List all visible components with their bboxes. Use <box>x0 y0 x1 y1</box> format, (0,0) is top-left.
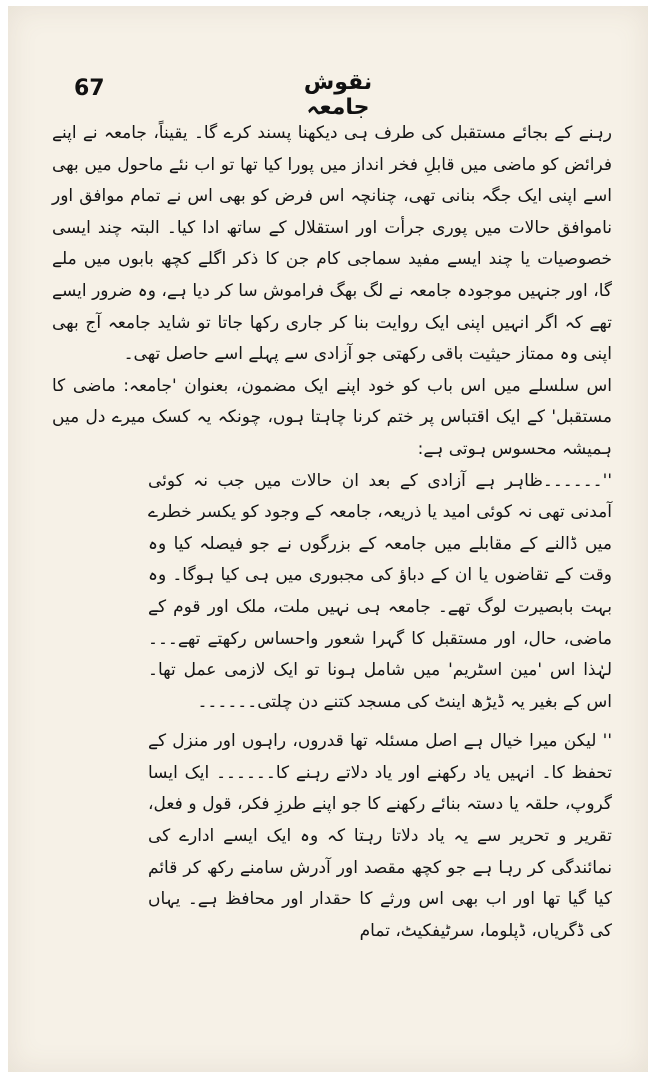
book-page <box>8 6 648 1072</box>
running-title: نقوش جامعہ <box>303 70 373 120</box>
block-quote: '' لیکن میرا خیال ہے اصل مسئلہ تھا قدروں، راہوں اور منزل کے تحفظ کا۔ انہیں یاد رکھنے اور یاد دلاتے رہنے کا۔۔۔۔۔۔ ایک ایسا گروپ، حلقہ یا دستہ بنائے رکھنے کا جو اپنے طرزِ فکر، قول و فعل، تقریر و تحریر سے یہ یاد دلاتا رہتا کہ وہ ایک ایسے ادارے کی نمائندگی کر رہا ہے جو کچھ مقصد اور آدرش سامنے رکھ کر قائم کیا گیا تھا اور اب بھی اس ورثے کا حقدار اور محافظ ہے۔ یہاں کی ڈگریاں، ڈپلوما، سرٹیفکیٹ، تمام <box>148 731 612 941</box>
body-text <box>52 118 612 947</box>
paragraph: رہنے کے بجائے مستقبل کی طرف ہی دیکھنا پسند کرے گا۔ یقیناً، جامعہ نے اپنے فرائض کو ماضی میں قابلِ فخر انداز میں پورا کیا تھا تو اب نئے ماحول میں بھی اسے اپنی ایک جگہ بنانی تھی، چنانچہ اس فرض کو بھی اس نے تمام موافق اور ناموافق حالات میں پوری جرأت اور استقلال کے ساتھ ادا کیا۔ البتہ چند ایسی خصوصیات یا چند ایسے مفید سماجی کام جن کا ذکر اگلے کچھ بابوں میں ملے گا، اور جنہیں موجودہ جامعہ نے لگ بھگ فراموش سا کر دیا ہے، وہ ضرور ایسے تھے کہ اگر انہیں اپنی ایک روایت بنا کر جاری رکھا جاتا تو شاید جامعہ آج بھی اپنی وہ ممتاز حیثیت باقی رکھتی جو آزادی سے پہلے اسے حاصل تھی۔ <box>52 123 612 365</box>
page-number: 67 <box>74 76 105 101</box>
block-quote: ''۔۔۔۔۔۔ظاہر ہے آزادی کے بعد ان حالات میں جب نہ کوئی آمدنی تھی نہ کوئی امید یا ذریعہ، جامعہ کے وجود کو یکسر خطرے میں ڈالنے کے مقابلے میں جامعہ کے بزرگوں نے جو فیصلہ کیا وہ وقت کے تقاضوں یا ان کے دباؤ کی مجبوری میں ہی کیا ہوگا۔ وہ بہت بابصیرت لوگ تھے۔ جامعہ ہی نہیں ملت، ملک اور قوم کے ماضی، حال، اور مستقبل کا گہرا شعور واحساس رکھتے تھے۔۔۔ لہٰذا اس 'مین اسٹریم' میں شامل ہونا تو ایک لازمی عمل تھا۔ اس کے بغیر یہ ڈیڑھ اینٹ کی مسجد کتنے دن چلتی۔۔۔۔۔۔ <box>148 470 612 712</box>
page-header <box>8 6 648 120</box>
paragraph: اس سلسلے میں اس باب کو خود اپنے ایک مضمون، بعنوان 'جامعہ: ماضی کا مستقبل' کے ایک اقتباس پر ختم کرنا چاہتا ہوں، چونکہ یہ کسک میرے دل میں ہمیشہ محسوس ہوتی ہے: <box>52 375 612 459</box>
